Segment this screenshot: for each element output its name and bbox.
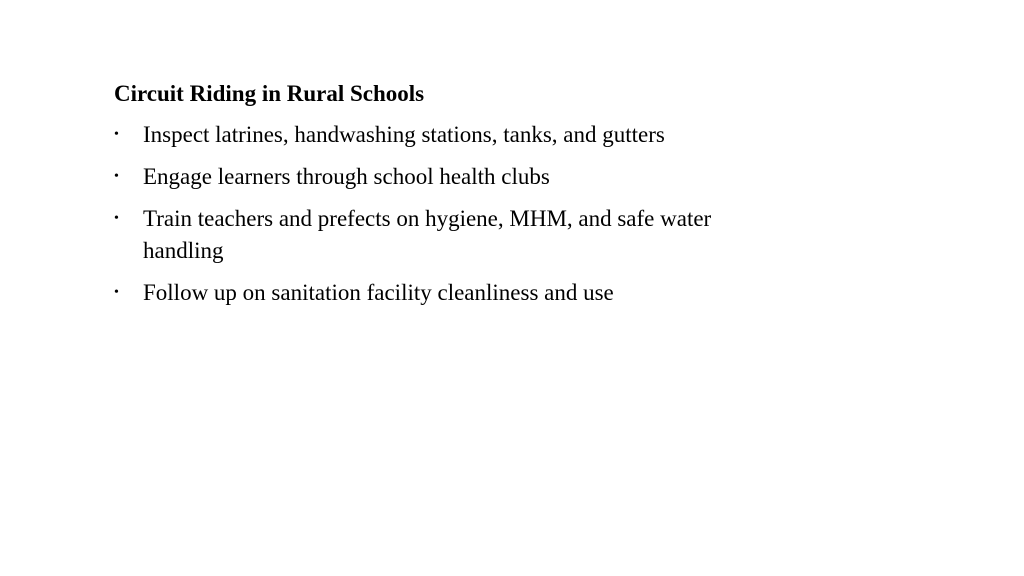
- bullet-item: [114, 161, 743, 193]
- bullet-text: Engage learners through school health clubs: [143, 164, 550, 189]
- slide-content: [114, 78, 754, 319]
- bullet-icon: •: [114, 127, 119, 142]
- bullet-text: Train teachers and prefects on hygiene, MHM, and safe water handling: [143, 206, 712, 263]
- bullet-text: Follow up on sanitation facility cleanliness and use: [143, 280, 614, 305]
- bullet-icon: •: [114, 211, 119, 226]
- bullet-list: [114, 119, 754, 309]
- bullet-text: Inspect latrines, handwashing stations, tanks, and gutters: [143, 122, 665, 147]
- bullet-item: [114, 119, 743, 151]
- bullet-icon: •: [114, 285, 119, 300]
- slide-title: Circuit Riding in Rural Schools: [114, 81, 425, 106]
- bullet-item: [114, 277, 743, 309]
- bullet-item: [114, 203, 743, 267]
- bullet-icon: •: [114, 169, 119, 184]
